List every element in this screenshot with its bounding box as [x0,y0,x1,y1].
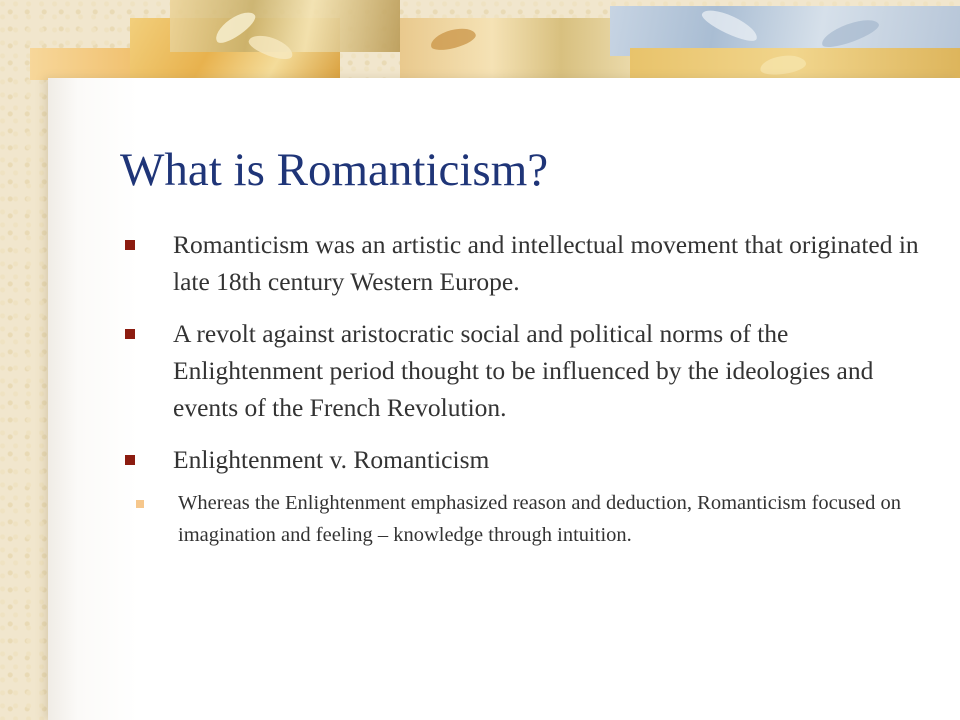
square-bullet-icon [136,500,144,508]
sub-list-item [73,487,923,551]
square-bullet-icon [125,240,135,250]
decorative-header-band [0,0,960,80]
list-item [123,226,923,300]
bullet-list [123,226,923,551]
bullet-text: Enlightenment v. Romanticism [173,445,490,474]
square-bullet-icon [125,329,135,339]
bullet-text: A revolt against aristocratic social and political norms of the Enlightenment period thought to be influenced by the ideologies and events of the French Revolution. [173,319,874,422]
slide-title: What is Romanticism? [120,144,549,196]
decor-strip [30,48,130,80]
list-item [123,315,923,426]
sub-bullet-text: Whereas the Enlightenment emphasized reason and deduction, Romanticism focused on imagination and feeling – knowledge through intuition. [178,492,901,546]
square-bullet-icon [125,455,135,465]
list-item [123,441,923,478]
bullet-text: Romanticism was an artistic and intellectual movement that originated in late 18th century Western Europe. [173,230,919,296]
